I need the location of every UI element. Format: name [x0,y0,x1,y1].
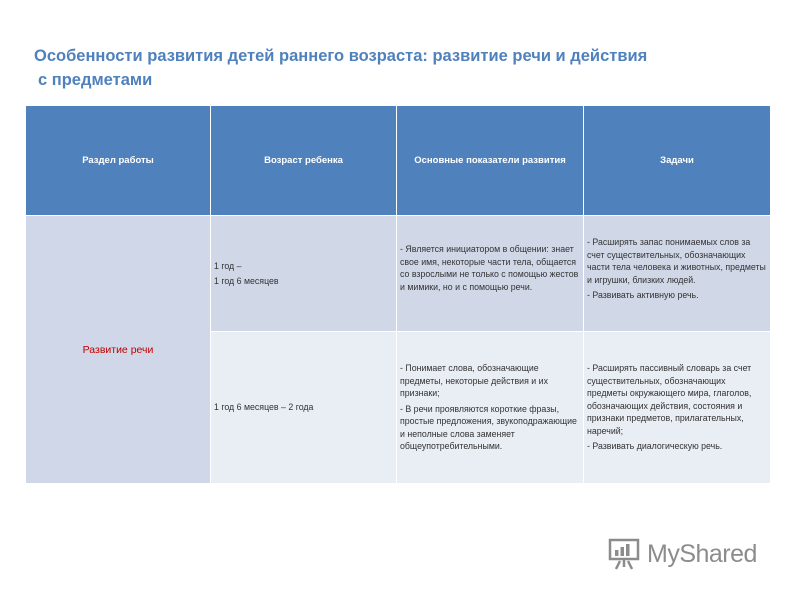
tasks-cell [584,216,771,332]
indicators-cell [397,332,584,484]
age-line: 1 год – [214,260,242,271]
header-section: Раздел работы [26,106,211,216]
section-cell: Развитие речи [26,216,211,484]
indicator-item: - Понимает слова, обозначающие предметы, некоторые действия и их признаки; [400,363,548,398]
task-item: - Расширять запас понимаемых слов за счет существительных, обозначающих части тела человека и животных, предметы и игрушки, близких людей. [587,237,766,285]
title-line-1: Особенности развития детей раннего возраста: развитие речи и действия [34,47,648,65]
development-table [25,105,771,484]
myshared-watermark [607,536,777,572]
task-item: - Развивать активную речь. [587,290,699,300]
age-line: 1 год 6 месяцев [214,276,279,286]
indicators-cell [397,216,584,332]
header-indicators: Основные показатели развития [397,106,584,216]
table-row [26,216,771,332]
header-age: Возраст ребенка [211,106,397,216]
tasks-cell [584,332,771,484]
brand-name: MyShared [647,540,757,568]
age-cell [211,332,397,484]
title-line-2: с предметами [38,71,153,89]
age-line: 1 год 6 месяцев – 2 года [214,402,314,413]
presentation-board-icon [607,537,641,571]
age-cell [211,216,397,332]
table-header-row [26,106,771,216]
page-title [34,44,754,92]
indicator-item: - В речи проявляются короткие фразы, простые предложения, звукоподражающие и неполные слова заменяет общеупотребительными. [400,403,577,451]
task-item: - Развивать диалогическую речь. [587,441,723,451]
task-item: - Расширять пассивный словарь за счет существительных, обозначающих предметы окружающего мира, глаголов, обозначающих действия, состояния и признаки предметов, прилагательных, наречий; [587,363,752,436]
header-tasks: Задачи [584,106,771,216]
indicator-item: - Является инициатором в общении: знает свое имя, некоторые части тела, общается со взрослыми не только с помощью жестов и мимики, но и с помощью речи. [400,244,579,292]
